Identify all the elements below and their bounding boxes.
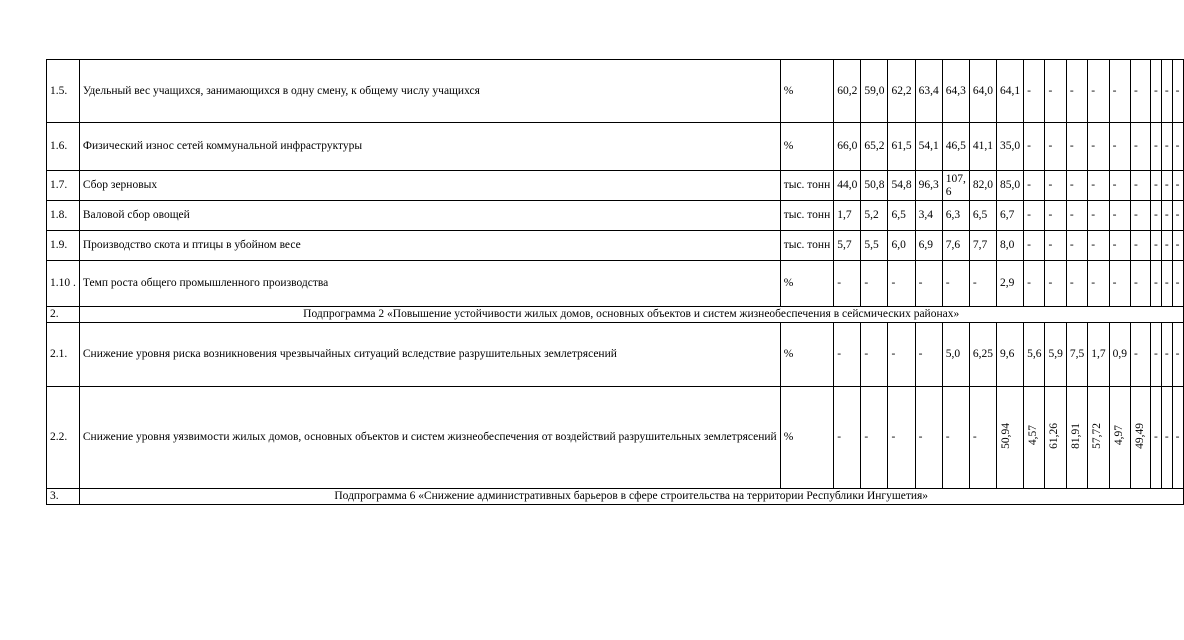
indicator-table <box>46 59 1184 505</box>
rotated-value: 61,26 <box>1048 422 1061 449</box>
value-cell: 85,0 <box>996 171 1023 201</box>
value-cell: 5,7 <box>834 231 861 261</box>
value-cell: - <box>1066 123 1087 171</box>
value-cell: - <box>1045 123 1066 171</box>
value-cell: 6,5 <box>888 201 915 231</box>
rotated-value: 49,49 <box>1133 422 1146 449</box>
value-cell: 107, 6 <box>942 171 969 201</box>
value-cell: - <box>1150 171 1161 201</box>
row-index: 1.8. <box>47 201 80 231</box>
value-cell: - <box>1130 323 1150 387</box>
rotated-value: 4,97 <box>1112 425 1125 446</box>
value-cell <box>1066 387 1087 489</box>
value-cell: - <box>969 387 996 489</box>
value-cell: - <box>1109 261 1130 307</box>
value-cell: 64,0 <box>969 60 996 123</box>
value-cell: 61,5 <box>888 123 915 171</box>
value-cell: - <box>1066 171 1087 201</box>
value-cell: 5,9 <box>1045 323 1066 387</box>
value-cell: - <box>1045 201 1066 231</box>
value-cell: - <box>1172 261 1183 307</box>
value-cell: - <box>1088 231 1109 261</box>
unit-cell: % <box>780 387 834 489</box>
indicator-name: Удельный вес учащихся, занимающихся в одну смену, к общему числу учащихся <box>79 60 780 123</box>
value-cell: 9,6 <box>996 323 1023 387</box>
unit-cell: % <box>780 123 834 171</box>
value-cell: 46,5 <box>942 123 969 171</box>
value-cell: - <box>1130 171 1150 201</box>
value-cell: - <box>1088 171 1109 201</box>
value-cell: 7,6 <box>942 231 969 261</box>
value-cell: 59,0 <box>861 60 888 123</box>
value-cell: - <box>1172 323 1183 387</box>
indicator-name: Производство скота и птицы в убойном весе <box>79 231 780 261</box>
value-cell <box>1024 387 1045 489</box>
unit-cell: % <box>780 60 834 123</box>
value-cell: - <box>1130 201 1150 231</box>
value-cell: - <box>1045 60 1066 123</box>
rotated-value: 50,94 <box>999 422 1012 449</box>
value-cell: - <box>1088 60 1109 123</box>
value-cell: - <box>888 261 915 307</box>
value-cell: - <box>1130 231 1150 261</box>
value-cell: - <box>1066 261 1087 307</box>
section-title: Подпрограмма 6 «Снижение административных барьеров в сфере строительства на территории Республики Ингушетия» <box>79 489 1183 505</box>
value-cell: 64,3 <box>942 60 969 123</box>
rotated-value: 4,57 <box>1027 425 1040 446</box>
value-cell: 1,7 <box>1088 323 1109 387</box>
value-cell: 1,7 <box>834 201 861 231</box>
value-cell: - <box>1045 261 1066 307</box>
value-cell: - <box>1161 231 1172 261</box>
indicator-name: Валовой сбор овощей <box>79 201 780 231</box>
value-cell: - <box>1109 201 1130 231</box>
value-cell: - <box>915 323 942 387</box>
value-cell: 54,8 <box>888 171 915 201</box>
value-cell: - <box>1024 123 1045 171</box>
value-cell: - <box>942 387 969 489</box>
value-cell: - <box>1088 123 1109 171</box>
value-cell <box>1109 387 1130 489</box>
value-cell: 5,5 <box>861 231 888 261</box>
value-cell: - <box>1161 60 1172 123</box>
value-cell: 66,0 <box>834 123 861 171</box>
value-cell: - <box>861 387 888 489</box>
table-row <box>47 123 1184 171</box>
value-cell: - <box>942 261 969 307</box>
value-cell: - <box>1066 231 1087 261</box>
value-cell: 6,25 <box>969 323 996 387</box>
table-row <box>47 171 1184 201</box>
table-row <box>47 60 1184 123</box>
unit-cell: % <box>780 323 834 387</box>
value-cell: - <box>1161 201 1172 231</box>
value-cell: - <box>1161 171 1172 201</box>
value-cell: - <box>1024 171 1045 201</box>
value-cell: - <box>1161 323 1172 387</box>
unit-cell: % <box>780 261 834 307</box>
row-index: 1.7. <box>47 171 80 201</box>
value-cell: 64,1 <box>996 60 1023 123</box>
value-cell: - <box>1150 231 1161 261</box>
value-cell: - <box>1150 123 1161 171</box>
indicator-name: Физический износ сетей коммунальной инфраструктуры <box>79 123 780 171</box>
unit-cell: тыс. тонн <box>780 201 834 231</box>
section-title: Подпрограмма 2 «Повышение устойчивости жилых домов, основных объектов и систем жизнеобеспечения в сейсмических районах» <box>79 307 1183 323</box>
value-cell: - <box>1161 261 1172 307</box>
value-cell: 8,0 <box>996 231 1023 261</box>
value-cell: 3,4 <box>915 201 942 231</box>
value-cell: 5,0 <box>942 323 969 387</box>
row-index: 1.6. <box>47 123 80 171</box>
value-cell: - <box>1161 387 1172 489</box>
indicator-name: Снижение уровня уязвимости жилых домов, основных объектов и систем жизнеобеспечения от воздействий разрушительных землетрясений <box>79 387 780 489</box>
unit-cell: тыс. тонн <box>780 231 834 261</box>
value-cell: 5,6 <box>1024 323 1045 387</box>
row-index: 2.1. <box>47 323 80 387</box>
value-cell: 6,9 <box>915 231 942 261</box>
value-cell: - <box>1045 171 1066 201</box>
value-cell: 7,7 <box>969 231 996 261</box>
value-cell: - <box>1088 261 1109 307</box>
value-cell: - <box>1150 387 1161 489</box>
indicator-name: Сбор зерновых <box>79 171 780 201</box>
section-index: 3. <box>47 489 80 505</box>
value-cell: - <box>1150 201 1161 231</box>
value-cell: - <box>1172 60 1183 123</box>
section-row <box>47 489 1184 505</box>
row-index: 2.2. <box>47 387 80 489</box>
value-cell: - <box>1150 323 1161 387</box>
value-cell: - <box>1161 123 1172 171</box>
table-row <box>47 201 1184 231</box>
value-cell: - <box>1172 123 1183 171</box>
value-cell: - <box>969 261 996 307</box>
value-cell: - <box>1130 123 1150 171</box>
value-cell <box>1045 387 1066 489</box>
value-cell: 6,0 <box>888 231 915 261</box>
value-cell: 6,7 <box>996 201 1023 231</box>
value-cell: 65,2 <box>861 123 888 171</box>
value-cell <box>1130 387 1150 489</box>
value-cell: - <box>888 323 915 387</box>
value-cell: - <box>888 387 915 489</box>
value-cell <box>1088 387 1109 489</box>
value-cell: - <box>1024 231 1045 261</box>
value-cell: 35,0 <box>996 123 1023 171</box>
value-cell: - <box>1172 171 1183 201</box>
indicator-name: Снижение уровня риска возникновения чрезвычайных ситуаций вследствие разрушительных землетрясений <box>79 323 780 387</box>
value-cell: - <box>1024 60 1045 123</box>
value-cell: - <box>861 323 888 387</box>
rotated-value: 57,72 <box>1091 422 1104 449</box>
value-cell: - <box>1024 201 1045 231</box>
section-index: 2. <box>47 307 80 323</box>
value-cell: 50,8 <box>861 171 888 201</box>
value-cell: 82,0 <box>969 171 996 201</box>
value-cell: - <box>1109 171 1130 201</box>
table-row <box>47 323 1184 387</box>
row-index: 1.10 . <box>47 261 80 307</box>
value-cell: - <box>1172 387 1183 489</box>
unit-cell: тыс. тонн <box>780 171 834 201</box>
value-cell <box>996 387 1023 489</box>
value-cell: - <box>1088 201 1109 231</box>
value-cell: - <box>1150 261 1161 307</box>
value-cell: - <box>861 261 888 307</box>
rotated-value: 81,91 <box>1069 422 1082 449</box>
table-row <box>47 387 1184 489</box>
value-cell: - <box>834 261 861 307</box>
value-cell: - <box>1024 261 1045 307</box>
value-cell: - <box>915 261 942 307</box>
row-index: 1.5. <box>47 60 80 123</box>
row-index: 1.9. <box>47 231 80 261</box>
value-cell: - <box>834 323 861 387</box>
value-cell: - <box>834 387 861 489</box>
section-row <box>47 307 1184 323</box>
value-cell: 2,9 <box>996 261 1023 307</box>
value-cell: 63,4 <box>915 60 942 123</box>
value-cell: - <box>1066 60 1087 123</box>
value-cell: - <box>1172 201 1183 231</box>
value-cell: 7,5 <box>1066 323 1087 387</box>
value-cell: - <box>1045 231 1066 261</box>
value-cell: 96,3 <box>915 171 942 201</box>
indicator-name: Темп роста общего промышленного производства <box>79 261 780 307</box>
value-cell: 44,0 <box>834 171 861 201</box>
value-cell: 6,3 <box>942 201 969 231</box>
value-cell: - <box>1172 231 1183 261</box>
value-cell: - <box>1066 201 1087 231</box>
table-row <box>47 231 1184 261</box>
value-cell: - <box>1130 261 1150 307</box>
value-cell: 62,2 <box>888 60 915 123</box>
value-cell: 5,2 <box>861 201 888 231</box>
value-cell: 0,9 <box>1109 323 1130 387</box>
value-cell: - <box>915 387 942 489</box>
table-row <box>47 261 1184 307</box>
value-cell: 60,2 <box>834 60 861 123</box>
value-cell: - <box>1109 123 1130 171</box>
value-cell: - <box>1130 60 1150 123</box>
value-cell: - <box>1109 231 1130 261</box>
value-cell: - <box>1150 60 1161 123</box>
value-cell: 54,1 <box>915 123 942 171</box>
value-cell: 6,5 <box>969 201 996 231</box>
value-cell: 41,1 <box>969 123 996 171</box>
value-cell: - <box>1109 60 1130 123</box>
